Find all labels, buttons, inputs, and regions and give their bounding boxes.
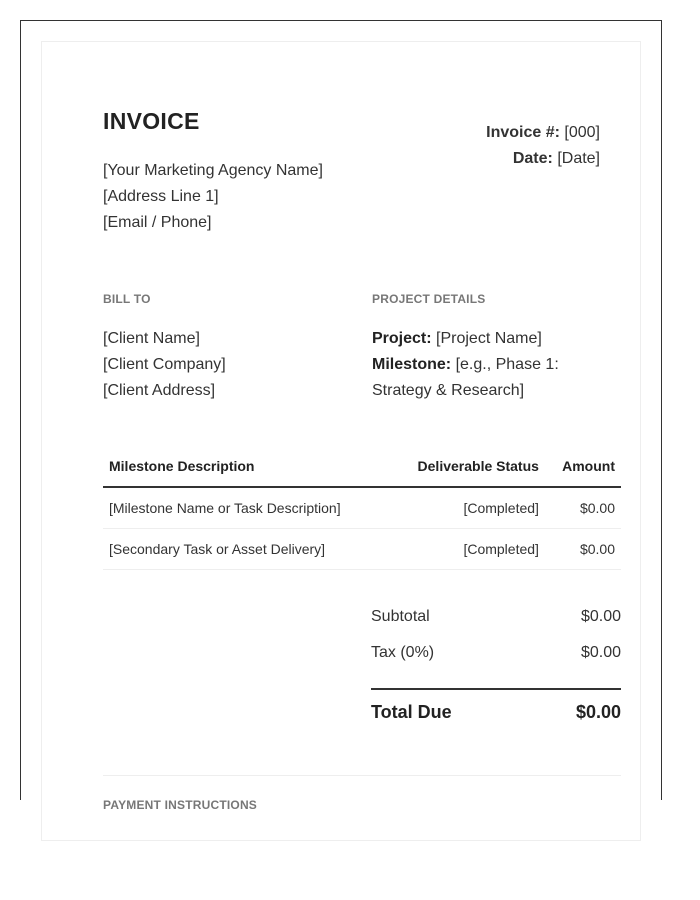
milestone-value: [e.g., Phase 1: Strategy & Research] <box>372 356 559 399</box>
invoice-sheet <box>41 41 641 841</box>
subtotal-row <box>371 604 621 640</box>
client-company: [Client Company] <box>103 356 226 373</box>
bill-to-label: BILL TO <box>103 292 151 306</box>
agency-info <box>103 158 323 236</box>
tax-value: $0.00 <box>580 644 621 661</box>
header-amount: Amount <box>545 446 621 487</box>
bill-to-block <box>103 326 226 404</box>
milestone-label: Milestone: <box>372 356 452 373</box>
client-name: [Client Name] <box>103 330 200 347</box>
invoice-date-value: [Date] <box>557 150 600 167</box>
invoice-meta <box>486 120 600 172</box>
row-status: [Completed] <box>389 529 545 570</box>
row-description: [Secondary Task or Asset Delivery] <box>103 529 389 570</box>
total-due-row <box>371 688 621 723</box>
client-address: [Client Address] <box>103 382 216 399</box>
invoice-number-value: [000] <box>564 124 600 141</box>
document-frame <box>20 20 662 812</box>
agency-address: [Address Line 1] <box>103 188 219 205</box>
invoice-date-label: Date: <box>512 150 553 167</box>
row-amount: $0.00 <box>545 529 621 570</box>
milestone-row <box>372 352 592 404</box>
row-amount: $0.00 <box>545 487 621 529</box>
invoice-title: INVOICE <box>103 108 200 134</box>
project-label: Project: <box>372 330 432 347</box>
invoice-number-row <box>486 120 600 146</box>
section-divider <box>103 775 621 776</box>
invoice-date-row <box>486 146 600 172</box>
payment-instructions-label: PAYMENT INSTRUCTIONS <box>103 798 258 812</box>
header-deliverable-status: Deliverable Status <box>389 446 545 487</box>
milestone-table <box>103 446 621 570</box>
table-header-row <box>103 446 621 487</box>
project-row <box>372 326 592 352</box>
agency-name: [Your Marketing Agency Name] <box>103 162 323 179</box>
header-milestone-description: Milestone Description <box>103 446 389 487</box>
row-status: [Completed] <box>389 487 545 529</box>
subtotal-value: $0.00 <box>580 608 621 625</box>
subtotal-label: Subtotal <box>371 608 430 625</box>
row-description: [Milestone Name or Task Description] <box>103 487 389 529</box>
tax-label: Tax (0%) <box>371 644 435 661</box>
project-details-label: PROJECT DETAILS <box>372 292 486 306</box>
project-value: [Project Name] <box>436 330 542 347</box>
total-due-value: $0.00 <box>575 702 621 722</box>
total-due-label: Total Due <box>371 702 452 722</box>
project-details-block <box>372 326 592 404</box>
totals-block <box>371 604 621 723</box>
tax-row <box>371 640 621 676</box>
agency-contact: [Email / Phone] <box>103 214 212 231</box>
table-row <box>103 487 621 529</box>
invoice-number-label: Invoice #: <box>486 124 560 141</box>
table-row <box>103 529 621 570</box>
